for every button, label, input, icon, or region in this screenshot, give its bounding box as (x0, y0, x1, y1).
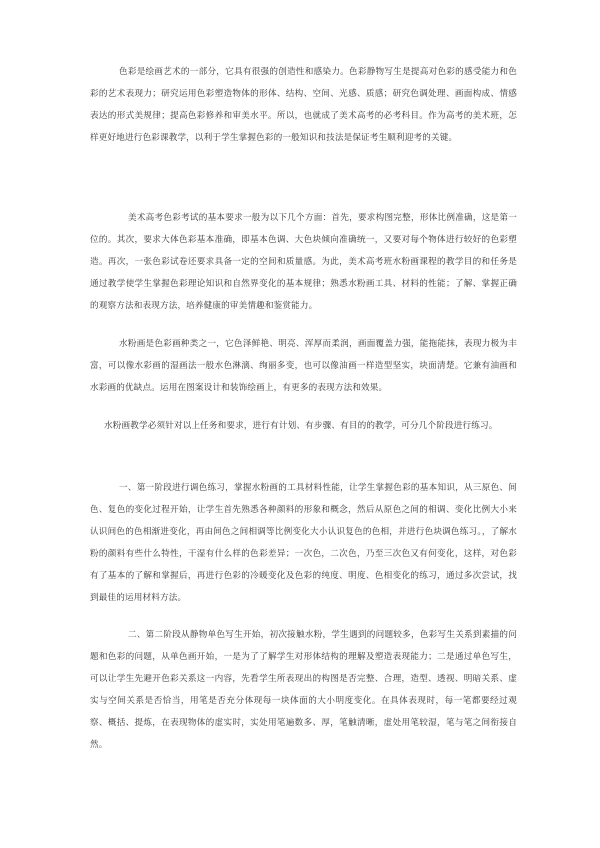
paragraph-exam-requirements: 美术高考色彩考试的基本要求一般为以下几个方面：首先，要求构图完整，形体比例准确，这是第一位的。其次，要求大体色彩基本准确，即基本色调、大色块倾向准确统一，又要对每个物体进行较好的色彩塑造。再次，一张色彩试卷还要求具备一定的空间和质量感。为此，美术高考班水粉画课程的教学目的和任务是通过教学使学生掌握色彩理论知识和自然界变化的基本规律；熟悉水粉画工具、材料的性能；了解、掌握正确的观察方法和表现方法，培养健康的审美情趣和鉴赏能力。 (90, 213, 517, 311)
paragraph-intro: 色彩是绘画艺术的一部分，它具有很强的创造性和感染力。色彩静物写生是提高对色彩的感受能力和色彩的艺术表现力；研究运用色彩塑造物体的形体、结构、空间、光感、质感；研究色调处理、画面构成、情感表达的形式美规律；提高色彩修养和审美水平。所以，也就成了美术高考的必考科目。作为高考的美术班，怎样更好地进行色彩课教学，以利于学生掌握色彩的一般知识和技法是保证考生顺利迎考的关键。 (90, 67, 517, 143)
paragraph-stage-one: 一、第一阶段进行调色练习，掌握水粉画的工具材料性能，让学生掌握色彩的基本知识，从三原色、间色、复色的变化过程开始，让学生首先熟悉各种颜料的形象和概念，然后从原色之间的相调、变化比例大小来认识间色的色相渐进变化，再由间色之间相调等比例变化大小认识复色的色相，并进行色块调色练习。，了解水粉的颜料有些什么特性，干湿有什么样的色彩差异；一次色，二次色，乃至三次色又有何变化，这样，对色彩有了基本的了解和掌握后，再进行色彩的冷暖变化及色彩的纯度、明度、色相变化的练习，通过多次尝试，找到最佳的运用材料方法。 (90, 483, 517, 603)
paragraph-stage-two: 二、第二阶段从静物单色写生开始，初次接触水粉，学生遇到的问题较多，色彩写生关系到素描的问题和色彩的问题，从单色画开始，一是为了了解学生对形体结构的理解及塑造表现能力；二是通过单色写生，可以让学生先避开色彩关系这一内容，先看学生所表现出的构图是否完整、合理，造型、透视、明暗关系、虚实与空间关系是否恰当，用笔是否充分体现每一块体面的大小明度变化。在具体表现时，每一笔都要经过观察、概括、提炼，在表现物体的虚实时，实处用笔遍数多、厚，笔触清晰，虚处用笔较湿，笔与笔之间衔接自然。 (90, 630, 517, 750)
paragraph-teaching-plan: 水粉画教学必须针对以上任务和要求，进行有计划、有步骤、有目的的教学，可分几个阶段进行练习。 (104, 421, 498, 431)
paragraph-gouache-features: 水粉画是色彩画种类之一，它色泽鲜艳、明亮、浑厚而柔润，画面覆盖力强，能拖能抹，表现力极为丰富，可以像水彩画的湿画法一般水色淋漓、绚丽多变，也可以像油画一样造型坚实，块面清楚。它兼有油画和水彩画的优缺点。运用在图案设计和装饰绘画上，有更多的表现方法和效果。 (90, 339, 517, 393)
